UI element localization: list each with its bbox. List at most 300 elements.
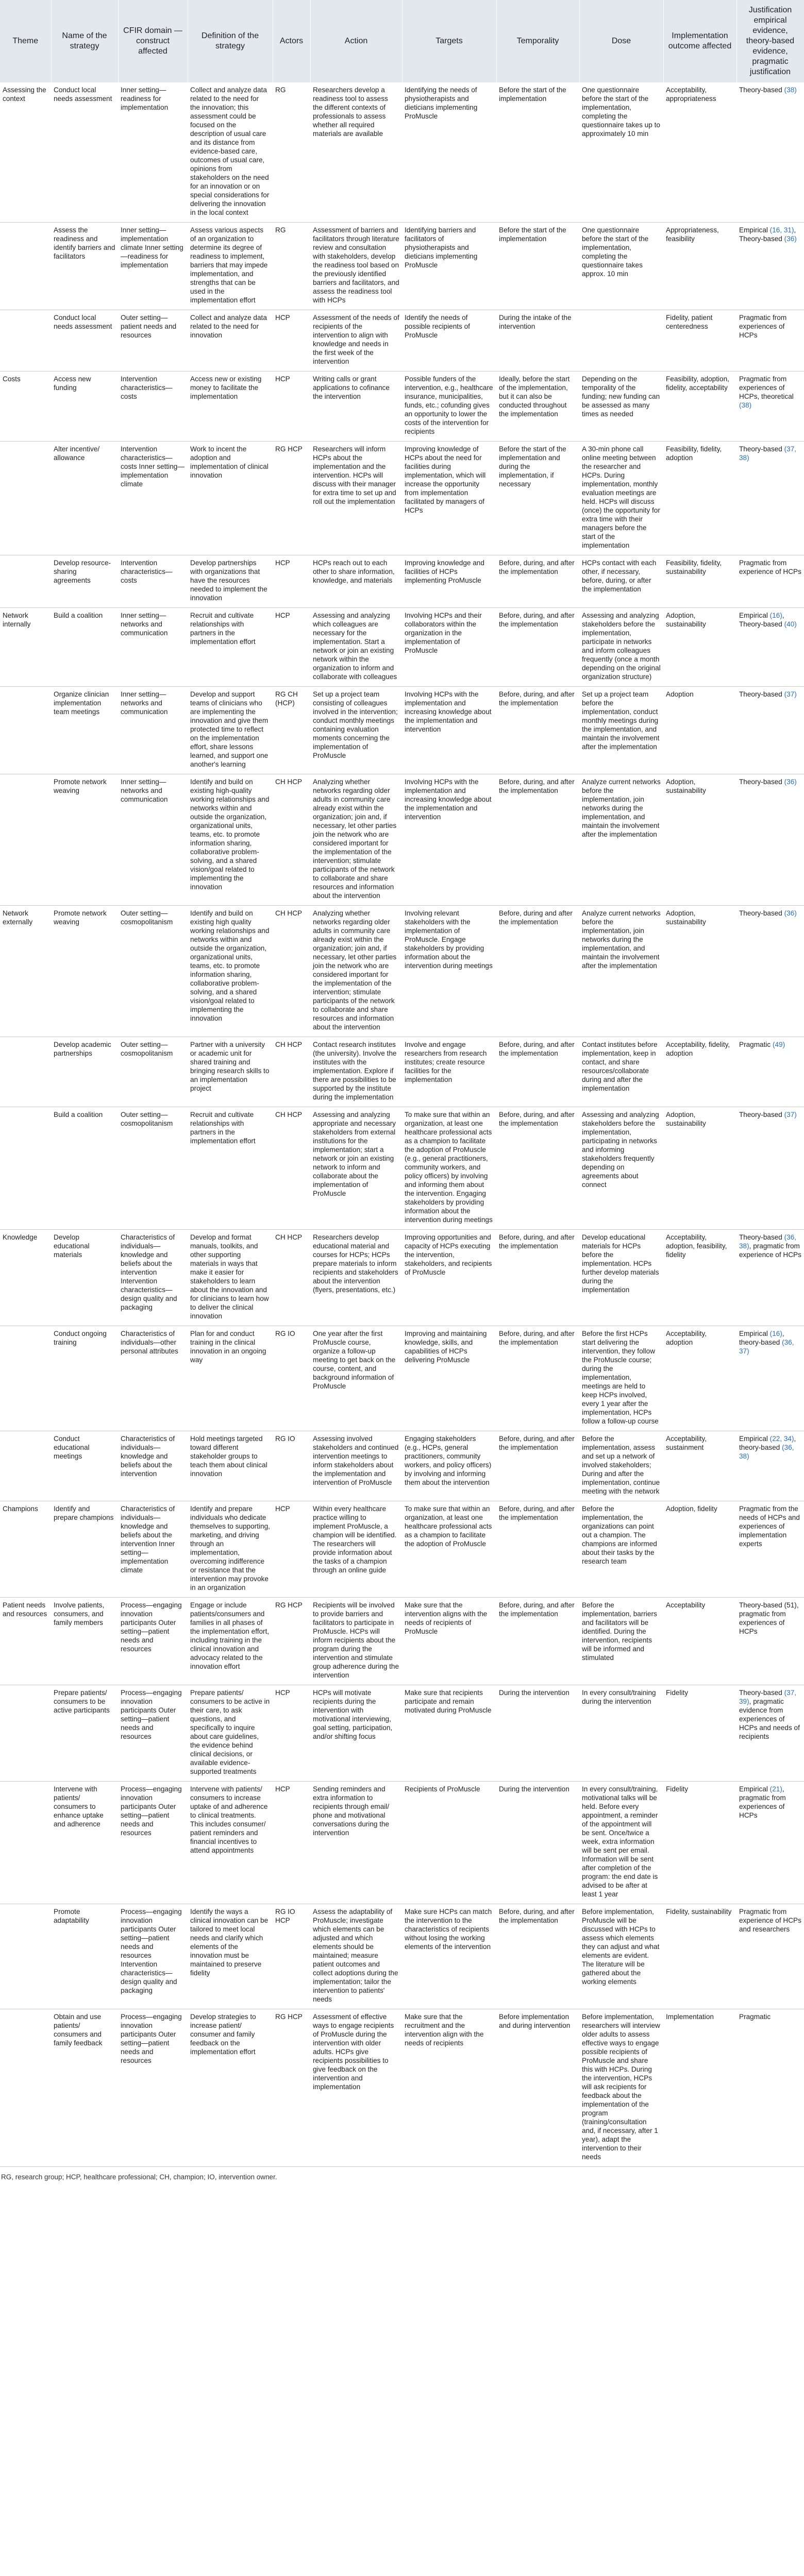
reference-link[interactable]: (21) <box>769 1785 782 1793</box>
actors-cell: HCP <box>273 555 310 608</box>
cfir-cell: Inner setting—implementation climate Inner setting—readiness for implementation <box>118 223 188 310</box>
justification-cell <box>736 774 804 906</box>
reference-link[interactable]: (37) <box>784 1111 797 1118</box>
justification-text: Pragmatic <box>739 2013 771 2021</box>
justification-text: Empirical <box>739 1785 770 1793</box>
strategy-name-cell: Access new funding <box>51 371 118 442</box>
targets-cell: Improving knowledge and facilities of HCPs implementing ProMuscle <box>402 555 496 608</box>
cfir-cell: Intervention characteristics—costs <box>118 555 188 608</box>
justification-cell <box>736 1501 804 1598</box>
reference-link[interactable]: (36) <box>784 235 797 243</box>
table-row <box>0 1431 804 1501</box>
temporality-cell: Before, during, and after the implementation <box>496 1107 579 1230</box>
targets-cell: Improving and maintaining knowledge, skills, and capabilities of HCPs delivering ProMuscle <box>402 1326 496 1431</box>
actors-cell: RG CH (HCP) <box>273 687 310 774</box>
action-cell: Researchers develop a readiness tool to assess the different contexts of professionals to assess whether all required materials are available <box>310 82 402 223</box>
theme-cell: Patient needs and resources <box>0 1598 51 1685</box>
cfir-cell: Process—engaging innovation participants Outer setting—patient needs and resources Intervention characteristics—design quality and packaging <box>118 1904 188 2009</box>
justification-text: Theory-based <box>739 1689 784 1697</box>
theme-cell <box>0 442 51 555</box>
theme-cell: Knowledge <box>0 1230 51 1326</box>
reference-link[interactable]: (16, 31) <box>769 226 794 234</box>
temporality-cell: Before, during and after the implementation <box>496 906 579 1037</box>
targets-cell: Make sure that the recruitment and the intervention align with the needs of recipients <box>402 2009 496 2167</box>
theme-cell <box>0 774 51 906</box>
strategy-name-cell: Organize clinician implementation team meetings <box>51 687 118 774</box>
justification-cell <box>736 82 804 223</box>
cfir-cell: Inner setting—networks and communication <box>118 608 188 687</box>
action-cell: Assessing and analyzing which colleagues are necessary for the implementation. Start a network or join an existing network within the organization to inform and collaborate with colleagues <box>310 608 402 687</box>
action-cell: HCPs reach out to each other to share information, knowledge, and materials <box>310 555 402 608</box>
definition-cell: Identify and build on existing high quality working relationships and networks within and outside the organization, organizational units, teams, etc. to promote information sharing, collaborative problem-solving, and a shared vision/goal related to implementing the innovation <box>188 906 273 1037</box>
definition-cell: Develop and support teams of clinicians who are implementing the innovation and give them protected time to reflect on the implementation effort, share lessons learned, and support one another's learning <box>188 687 273 774</box>
justification-text: Theory-based <box>739 778 784 786</box>
table-body <box>0 82 804 2167</box>
justification-text: Pragmatic from experiences of HCPs <box>739 314 787 339</box>
reference-link[interactable]: (16) <box>769 612 782 619</box>
definition-cell: Recruit and cultivate relationships with partners in the implementation effort <box>188 1107 273 1230</box>
theme-cell <box>0 1107 51 1230</box>
dose-cell: HCPs contact with each other, if necessary, before, during, or after the implementation <box>579 555 663 608</box>
strategy-name-cell: Conduct local needs assessment <box>51 310 118 371</box>
targets-cell: Improving opportunities and capacity of HCPs executing the intervention, stakeholders, and recipients of ProMuscle <box>402 1230 496 1326</box>
theme-cell <box>0 2009 51 2167</box>
dose-cell: Set up a project team before the implementation, conduct monthly meetings during the implementation, and maintain the involvement after the implementation <box>579 687 663 774</box>
temporality-cell: Before, during, and after the implementation <box>496 555 579 608</box>
theme-cell <box>0 1904 51 2009</box>
strategy-name-cell: Intervene with patients/ consumers to enhance uptake and adherence <box>51 1782 118 1904</box>
reference-link[interactable]: (38) <box>784 86 797 94</box>
outcome-cell: Acceptability <box>663 1598 736 1685</box>
cfir-cell: Characteristics of individuals—knowledge and beliefs about the intervention <box>118 1431 188 1501</box>
table-row <box>0 1326 804 1431</box>
justification-text: , pragmatic from experiences of HCPs <box>739 1785 786 1819</box>
table-row <box>0 1107 804 1230</box>
strategy-name-cell: Assess the readiness and identify barriers and facilitators <box>51 223 118 310</box>
action-cell: Assessing involved stakeholders and continued intervention meetings to inform stakeholders about the implementation and intervention of ProMuscle <box>310 1431 402 1501</box>
cfir-cell: Process—engaging innovation participants Outer setting—patient needs and resources <box>118 1782 188 1904</box>
cfir-cell: Process—engaging innovation participants Outer setting—patient needs and resources <box>118 2009 188 2167</box>
justification-text: Theory-based <box>739 909 784 917</box>
targets-cell: Engaging stakeholders (e.g., HCPs, general practitioners, community workers, and policy officers) by involving and informing them about the intervention <box>402 1431 496 1501</box>
reference-link[interactable]: (22, 34) <box>769 1435 794 1443</box>
theme-cell <box>0 310 51 371</box>
strategy-name-cell: Involve patients, consumers, and family members <box>51 1598 118 1685</box>
actors-cell: HCP <box>273 371 310 442</box>
strategy-name-cell: Identify and prepare champions <box>51 1501 118 1598</box>
table-header <box>0 0 804 82</box>
actors-cell: HCP <box>273 1501 310 1598</box>
dose-cell: Before the implementation, barriers and facilitators will be identified. During the intervention, recipients will be informed and stimulated <box>579 1598 663 1685</box>
outcome-cell: Feasibility, adoption, fidelity, acceptability <box>663 371 736 442</box>
outcome-cell: Adoption, fidelity <box>663 1501 736 1598</box>
strategy-name-cell: Conduct educational meetings <box>51 1431 118 1501</box>
justification-cell <box>736 608 804 687</box>
definition-cell: Develop partnerships with organizations that have the resources needed to implement the innovation <box>188 555 273 608</box>
cfir-cell: Outer setting—cosmopolitanism <box>118 1107 188 1230</box>
strategy-name-cell: Promote adaptability <box>51 1904 118 2009</box>
targets-cell: Improving knowledge of HCPs about the need for facilities during implementation, which will increase the opportunity from implementation facilitated by managers of HCPs <box>402 442 496 555</box>
temporality-cell: Before, during, and after the implementation <box>496 1904 579 2009</box>
targets-cell: Make sure that the intervention aligns with the needs of recipients of ProMuscle <box>402 1598 496 1685</box>
justification-cell <box>736 1326 804 1431</box>
actors-cell: CH HCP <box>273 1037 310 1107</box>
action-cell: Assessment of barriers and facilitators through literature review and consultation with stakeholders, develop the readiness tool based on the previously identified barriers and facilitators, and assess the readiness tool with HCPs <box>310 223 402 310</box>
dose-cell: Develop educational materials for HCPs before the implementation. HCPs further develop materials during the implementation <box>579 1230 663 1326</box>
cfir-cell: Inner setting—readiness for implementation <box>118 82 188 223</box>
targets-cell: Involving HCPs with the implementation and increasing knowledge about the implementation and intervention <box>402 774 496 906</box>
actors-cell: HCP <box>273 608 310 687</box>
reference-link[interactable]: (37, 39) <box>739 1689 797 1705</box>
justification-text: Theory-based <box>739 445 784 453</box>
outcome-cell: Fidelity <box>663 1782 736 1904</box>
justification-cell <box>736 223 804 310</box>
dose-cell: A 30-min phone call online meeting between the researcher and HCPs. During implementation, monthly evaluation meetings are held. HCPs will discuss (once) the opportunity for extra time with their managers before the start of the implementation <box>579 442 663 555</box>
table-row <box>0 1598 804 1685</box>
table-row <box>0 687 804 774</box>
justification-text: Pragmatic from experience of HCPs <box>739 559 801 575</box>
theme-cell <box>0 555 51 608</box>
action-cell: Recipients will be involved to provide barriers and facilitators to participate in ProMuscle. HCPs will inform recipients about the program during the intervention and stimulate group adherence during the intervention <box>310 1598 402 1685</box>
column-header: Targets <box>402 0 496 82</box>
dose-cell: Before the first HCPs start delivering the intervention, they follow the ProMuscle course; during the implementation, meetings are held to keep HCPs involved, every 1 year after the implementation, HCPs follow a follow-up course <box>579 1326 663 1431</box>
justification-text: Pragmatic from experiences of HCPs, theoretical <box>739 375 794 400</box>
cfir-cell: Characteristics of individuals—knowledge and beliefs about the intervention Intervention characteristics—design quality and packaging <box>118 1230 188 1326</box>
actors-cell: CH HCP <box>273 906 310 1037</box>
actors-cell: RG HCP <box>273 442 310 555</box>
justification-cell <box>736 310 804 371</box>
definition-cell: Identify and build on existing high-quality working relationships and networks within and outside the organization, organizational units, teams, etc. to promote information sharing, collaborative problem-solving, and a shared vision/goal related to implementing the innovation <box>188 774 273 906</box>
actors-cell: RG HCP <box>273 2009 310 2167</box>
reference-link[interactable]: (36) <box>784 778 797 786</box>
outcome-cell: Implementation <box>663 2009 736 2167</box>
strategy-name-cell: Conduct local needs assessment <box>51 82 118 223</box>
reference-link[interactable]: (38) <box>739 401 752 409</box>
cfir-cell: Outer setting—cosmopolitanism <box>118 1037 188 1107</box>
theme-cell: Network externally <box>0 906 51 1037</box>
dose-cell: Before the implementation, assess and set up a network of involved stakeholders; During and after the implementation, continue meeting with the network <box>579 1431 663 1501</box>
action-cell: One year after the first ProMuscle course, organize a follow-up meeting to get back on the course, content, and background information of ProMuscle <box>310 1326 402 1431</box>
strategy-name-cell: Develop educational materials <box>51 1230 118 1326</box>
justification-text: Empirical <box>739 1435 770 1443</box>
temporality-cell: Before the start of the implementation <box>496 82 579 223</box>
table-row <box>0 906 804 1037</box>
reference-link[interactable]: (36, 38) <box>739 1233 797 1250</box>
reference-link[interactable]: (37, 38) <box>739 445 797 462</box>
column-header: Justification empirical evidence, theory-based evidence, pragmatic justification <box>736 0 804 82</box>
temporality-cell: Before, during, and after the implementation <box>496 1598 579 1685</box>
column-header: Actors <box>273 0 310 82</box>
reference-link[interactable]: (40) <box>784 620 797 628</box>
table-row <box>0 1037 804 1107</box>
outcome-cell: Appropriateness, feasibility <box>663 223 736 310</box>
table-row <box>0 1782 804 1904</box>
action-cell: Assessing and analyzing appropriate and necessary stakeholders from external institutions for the implementation; start a network or join an existing network to inform and collaborate about the implementation of ProMuscle <box>310 1107 402 1230</box>
temporality-cell: During the intake of the intervention <box>496 310 579 371</box>
table-row <box>0 442 804 555</box>
header-row <box>0 0 804 82</box>
definition-cell: Develop strategies to increase patient/ consumer and family feedback on the implementation effort <box>188 2009 273 2167</box>
dose-cell: One questionnaire before the start of the implementation, completing the questionnaire takes up to approximately 10 min <box>579 82 663 223</box>
strategy-name-cell: Conduct ongoing training <box>51 1326 118 1431</box>
action-cell: Assessment of effective ways to engage recipients of ProMuscle during the intervention with older adults. HCPs give recipients possibilities to give feedback on the intervention and implementation <box>310 2009 402 2167</box>
actors-cell: HCP <box>273 1685 310 1782</box>
cfir-cell: Inner setting—networks and communication <box>118 687 188 774</box>
justification-cell <box>736 687 804 774</box>
outcome-cell: Acceptability, sustainment <box>663 1431 736 1501</box>
theme-cell: Network internally <box>0 608 51 687</box>
justification-cell <box>736 442 804 555</box>
justification-cell <box>736 1107 804 1230</box>
justification-text: , Theory-based <box>739 226 796 243</box>
theme-cell <box>0 1326 51 1431</box>
table-row <box>0 82 804 223</box>
dose-cell: Before implementation, researchers will interview older adults to assess effective ways to engage possible recipients of ProMuscle and share this with HCPs. During the intervention, HCPs will ask recipients for feedback about the implementation of the program (training/consultation and, if necessary, after 1 year), adapt the intervention to their needs <box>579 2009 663 2167</box>
dose-cell: Before implementation, ProMuscle will be discussed with HCPs to assess which elements they can adjust and what elements are evident. The literature will be gathered about the working elements <box>579 1904 663 2009</box>
reference-link[interactable]: (36, 37) <box>739 1338 794 1355</box>
definition-cell: Develop and format manuals, toolkits, and other supporting materials in ways that make it easier for stakeholders to learn about the innovation and for clinicians to learn how to deliver the clinical innovation <box>188 1230 273 1326</box>
theme-cell <box>0 1431 51 1501</box>
temporality-cell: Before implementation and during intervention <box>496 2009 579 2167</box>
action-cell: Researchers develop educational material and courses for HCPs; HCPs prepare materials to inform recipients and stakeholders about the intervention (flyers, presentations, etc.) <box>310 1230 402 1326</box>
definition-cell: Recruit and cultivate relationships with partners in the implementation effort <box>188 608 273 687</box>
justification-text: , pragmatic evidence from experiences of HCPs and needs of recipients <box>739 1698 800 1740</box>
justification-text: Empirical <box>739 226 770 234</box>
strategy-name-cell: Develop academic partnerships <box>51 1037 118 1107</box>
outcome-cell: Feasibility, fidelity, sustainability <box>663 555 736 608</box>
justification-text: , theory-based <box>739 1435 796 1451</box>
theme-cell: Costs <box>0 371 51 442</box>
outcome-cell: Acceptability, appropriateness <box>663 82 736 223</box>
actors-cell: RG HCP <box>273 1598 310 1685</box>
dose-cell: One questionnaire before the start of the implementation, completing the questionnaire takes approx. 10 min <box>579 223 663 310</box>
dose-cell: In every consult/training during the intervention <box>579 1685 663 1782</box>
reference-link[interactable]: (36) <box>784 909 797 917</box>
strategy-name-cell: Prepare patients/ consumers to be active participants <box>51 1685 118 1782</box>
justification-cell <box>736 1685 804 1782</box>
actors-cell: CH HCP <box>273 1230 310 1326</box>
dose-cell: Assessing and analyzing stakeholders before the implementation, participate in networks and inform colleagues frequently (once a month depending on the original organization structure) <box>579 608 663 687</box>
definition-cell: Access new or existing money to facilitate the implementation <box>188 371 273 442</box>
definition-cell: Assess various aspects of an organization to determine its degree of readiness to implement, barriers that may impede implementation, and strengths that can be used in the implementation effort <box>188 223 273 310</box>
table-row <box>0 555 804 608</box>
targets-cell: Recipients of ProMuscle <box>402 1782 496 1904</box>
cfir-cell: Inner setting—networks and communication <box>118 774 188 906</box>
cfir-cell: Outer setting—cosmopolitanism <box>118 906 188 1037</box>
actors-cell: RG <box>273 82 310 223</box>
action-cell: Sending reminders and extra information to recipients through email/ phone and motivational conversations during the intervention <box>310 1782 402 1904</box>
temporality-cell: During the intervention <box>496 1685 579 1782</box>
justification-text: Pragmatic from experience of HCPs and researchers <box>739 1908 801 1933</box>
column-header: Dose <box>579 0 663 82</box>
targets-cell: Involve and engage researchers from research institutes; create resource facilities for the implementation <box>402 1037 496 1107</box>
reference-link[interactable]: (37) <box>784 690 797 698</box>
action-cell: Set up a project team consisting of colleagues involved in the intervention; conduct monthly meetings containing evaluation moments concerning the implementation of ProMuscle <box>310 687 402 774</box>
targets-cell: To make sure that within an organization, at least one healthcare professional acts as a champion to facilitate the adoption of ProMuscle <box>402 1501 496 1598</box>
table-footnote: RG, research group; HCP, healthcare professional; CH, champion; IO, intervention owner. <box>1 2173 277 2181</box>
action-cell: Analyzing whether networks regarding older adults in community care already exist within the organization; join and, if necessary, let other parties join the network who are considered important for the implementation of the intervention; stimulate participants of the network to collaborate and share resources and information about the intervention <box>310 774 402 906</box>
table-row <box>0 774 804 906</box>
theme-cell: Champions <box>0 1501 51 1598</box>
cfir-cell: Outer setting—patient needs and resources <box>118 310 188 371</box>
targets-cell: Identifying barriers and facilitators of physiotherapists and dieticians implementing ProMuscle <box>402 223 496 310</box>
action-cell: Analyzing whether networks regarding older adults in community care already exist within the organization; join and, if necessary, let other parties join the network who are considered important for the implementation of the intervention; stimulate participants of the network to collaborate and share resources and information about the intervention <box>310 906 402 1037</box>
targets-cell: Make sure that recipients participate and remain motivated during ProMuscle <box>402 1685 496 1782</box>
actors-cell: HCP <box>273 1782 310 1904</box>
strategy-name-cell: Promote network weaving <box>51 774 118 906</box>
table-row <box>0 2009 804 2167</box>
targets-cell: Involving HCPs and their collaborators within the organization in the implementation of ProMuscle <box>402 608 496 687</box>
dose-cell <box>579 310 663 371</box>
outcome-cell: Fidelity <box>663 1685 736 1782</box>
targets-cell: Involving relevant stakeholders with the implementation of ProMuscle. Engage stakeholders by providing information about the intervention during meetings <box>402 906 496 1037</box>
outcome-cell: Acceptability, fidelity, adoption <box>663 1037 736 1107</box>
table-row <box>0 371 804 442</box>
actors-cell: HCP <box>273 310 310 371</box>
targets-cell: Involving HCPs with the implementation and increasing knowledge about the implementation and intervention <box>402 687 496 774</box>
theme-cell: Assessing the context <box>0 82 51 223</box>
justification-text: Theory-based <box>739 1233 784 1241</box>
table-row <box>0 1904 804 2009</box>
justification-cell <box>736 371 804 442</box>
justification-text: , theory-based <box>739 1330 784 1346</box>
definition-cell: Identify the ways a clinical innovation can be tailored to meet local needs and clarify which elements of the innovation must be maintained to preserve fidelity <box>188 1904 273 2009</box>
targets-cell: To make sure that within an organization, at least one healthcare professional acts as a champion to facilitate the adoption of ProMuscle (e.g., general practitioners, community workers, and policy officers) by involving and informing them about the intervention. Engaging stakeholders by providing information about the intervention during meetings <box>402 1107 496 1230</box>
justification-text: Pragmatic <box>739 1041 773 1048</box>
reference-link[interactable]: (49) <box>772 1041 785 1048</box>
cfir-cell: Characteristics of individuals—other personal attributes <box>118 1326 188 1431</box>
outcome-cell: Acceptability, adoption, feasibility, fidelity <box>663 1230 736 1326</box>
temporality-cell: Before the start of the implementation and during the implementation, if necessary <box>496 442 579 555</box>
table-row <box>0 223 804 310</box>
targets-cell: Identify the needs of possible recipients of ProMuscle <box>402 310 496 371</box>
outcome-cell: Adoption, sustainability <box>663 608 736 687</box>
outcome-cell: Fidelity, sustainability <box>663 1904 736 2009</box>
actors-cell: RG <box>273 223 310 310</box>
targets-cell: Make sure HCPs can match the intervention to the characteristics of recipients without losing the working elements of the intervention <box>402 1904 496 2009</box>
dose-cell: Before the implementation, the organizations can point out a champion. The champions are informed about their tasks by the research team <box>579 1501 663 1598</box>
actors-cell: RG IO HCP <box>273 1904 310 2009</box>
justification-cell <box>736 1431 804 1501</box>
temporality-cell: Before, during, and after the implementation <box>496 1501 579 1598</box>
dose-cell: Analyze current networks before the implementation, join networks during the implementation, and maintain the involvement after the implementation <box>579 774 663 906</box>
column-header: Theme <box>0 0 51 82</box>
column-header: CFIR domain —construct affected <box>118 0 188 82</box>
theme-cell <box>0 1037 51 1107</box>
temporality-cell: Before the start of the implementation <box>496 223 579 310</box>
theme-cell <box>0 223 51 310</box>
table-row <box>0 310 804 371</box>
theme-cell <box>0 687 51 774</box>
cfir-cell: Process—engaging innovation participants Outer setting—patient needs and resources <box>118 1598 188 1685</box>
justification-cell <box>736 1598 804 1685</box>
cfir-cell: Intervention characteristics—costs <box>118 371 188 442</box>
reference-link[interactable]: (36, 38) <box>739 1444 794 1460</box>
justification-text: Pragmatic from the needs of HCPs and experiences of implementation experts <box>739 1505 800 1548</box>
outcome-cell: Acceptability, adoption <box>663 1326 736 1431</box>
definition-cell: Collect and analyze data related to the need for innovation <box>188 310 273 371</box>
dose-cell: Contact institutes before implementation, keep in contact, and share resources/collaborate during and after the implementation <box>579 1037 663 1107</box>
temporality-cell: Before, during, and after the implementation <box>496 687 579 774</box>
definition-cell: Engage or include patients/consumers and families in all phases of the implementation effort, including training in the clinical innovation and advocacy related to the innovation effort <box>188 1598 273 1685</box>
outcome-cell: Adoption, sustainability <box>663 774 736 906</box>
justification-text: Theory-based <box>739 86 784 94</box>
strategy-name-cell: Obtain and use patients/ consumers and family feedback <box>51 2009 118 2167</box>
outcome-cell: Feasibility, fidelity, adoption <box>663 442 736 555</box>
column-header: Definition of the strategy <box>188 0 273 82</box>
justification-cell <box>736 1037 804 1107</box>
strategy-name-cell: Build a coalition <box>51 1107 118 1230</box>
action-cell: Writing calls or grant applications to cofinance the intervention <box>310 371 402 442</box>
theme-cell <box>0 1685 51 1782</box>
outcome-cell: Adoption <box>663 687 736 774</box>
dose-cell: Analyze current networks before the implementation, join networks during the implementation, and maintain the involvement after the implementation <box>579 906 663 1037</box>
targets-cell: Identifying the needs of physiotherapists and dieticians implementing ProMuscle <box>402 82 496 223</box>
definition-cell: Work to incent the adoption and implementation of clinical innovation <box>188 442 273 555</box>
reference-link[interactable]: (16) <box>769 1330 782 1337</box>
justification-cell <box>736 1782 804 1904</box>
strategy-name-cell: Develop resource-sharing agreements <box>51 555 118 608</box>
definition-cell: Identify and prepare individuals who dedicate themselves to supporting, marketing, and driving through an implementation, overcoming indifference or resistance that the intervention may provoke in an organization <box>188 1501 273 1598</box>
justification-cell <box>736 1230 804 1326</box>
justification-text: Empirical <box>739 612 770 619</box>
outcome-cell: Adoption, sustainability <box>663 906 736 1037</box>
dose-cell: In every consult/training, motivational talks will be held. Before every appointment, a reminder of the appointment will be sent. Once/twice a week, extra information will be sent per email. Information will be sent after completion of the program: the end date is advised to be after at least 1 year <box>579 1782 663 1904</box>
dose-cell: Assessing and analyzing stakeholders before the implementation, participating in networks and informing stakeholders frequently depending on agreements about connect <box>579 1107 663 1230</box>
strategy-name-cell: Promote network weaving <box>51 906 118 1037</box>
outcome-cell: Adoption, sustainability <box>663 1107 736 1230</box>
temporality-cell: Before, during, and after the implementation <box>496 774 579 906</box>
action-cell: HCPs will motivate recipients during the intervention with motivational interviewing, goal setting, participation, and/or shifting focus <box>310 1685 402 1782</box>
strategy-name-cell: Alter incentive/ allowance <box>51 442 118 555</box>
dose-cell: Depending on the temporality of the funding; new funding can be assessed as many times as needed <box>579 371 663 442</box>
table-row <box>0 1230 804 1326</box>
temporality-cell: Before, during, and after the implementation <box>496 1431 579 1501</box>
cfir-cell: Process—engaging innovation participants Outer setting—patient needs and resources <box>118 1685 188 1782</box>
justification-cell <box>736 2009 804 2167</box>
cfir-cell: Characteristics of individuals—knowledge and beliefs about the intervention Inner setting—implementation climate <box>118 1501 188 1598</box>
justification-cell <box>736 1904 804 2009</box>
action-cell: Assessment of the needs of recipients of the intervention to align with knowledge and needs in the first week of the intervention <box>310 310 402 371</box>
justification-text: Theory-based <box>739 1111 784 1118</box>
temporality-cell: Before, during, and after the implementation <box>496 608 579 687</box>
definition-cell: Prepare patients/ consumers to be active in their care, to ask questions, and specifically to inquire about care guidelines, the evidence behind clinical decisions, or available evidence-supported treatments <box>188 1685 273 1782</box>
justification-cell <box>736 906 804 1037</box>
cfir-cell: Intervention characteristics—costs Inner setting—implementation climate <box>118 442 188 555</box>
column-header: Action <box>310 0 402 82</box>
definition-cell: Partner with a university or academic unit for shared training and bringing research skills to an implementation project <box>188 1037 273 1107</box>
justification-text: , Theory-based <box>739 612 784 628</box>
table-row <box>0 1501 804 1598</box>
temporality-cell: Before, during, and after the implementation <box>496 1230 579 1326</box>
column-header: Temporality <box>496 0 579 82</box>
theme-cell <box>0 1782 51 1904</box>
action-cell: Contact research institutes (the university). Involve the institutes with the implementation. Explore if there are possibilities to be supported by the institute during the implementation <box>310 1037 402 1107</box>
actors-cell: RG IO <box>273 1431 310 1501</box>
temporality-cell: Before, during, and after the implementation <box>496 1037 579 1107</box>
justification-cell <box>736 555 804 608</box>
justification-text: Theory-based (51), pragmatic from experiences of HCPs <box>739 1601 799 1635</box>
actors-cell: CH HCP <box>273 774 310 906</box>
temporality-cell: During the intervention <box>496 1782 579 1904</box>
column-header: Name of the strategy <box>51 0 118 82</box>
justification-text: Empirical <box>739 1330 770 1337</box>
table-row <box>0 608 804 687</box>
definition-cell: Plan for and conduct training in the clinical innovation in an ongoing way <box>188 1326 273 1431</box>
action-cell: Researchers will inform HCPs about the implementation and the intervention. HCPs will discuss with their manager for extra time to set up and roll out the implementation <box>310 442 402 555</box>
action-cell: Assess the adaptability of ProMuscle; investigate which elements can be adjusted and which elements should be maintained; measure patient outcomes and collect adoptions during the implementation; tailor the intervention to patients' needs <box>310 1904 402 2009</box>
temporality-cell: Ideally, before the start of the implementation, but it can also be conducted throughout the implementation <box>496 371 579 442</box>
